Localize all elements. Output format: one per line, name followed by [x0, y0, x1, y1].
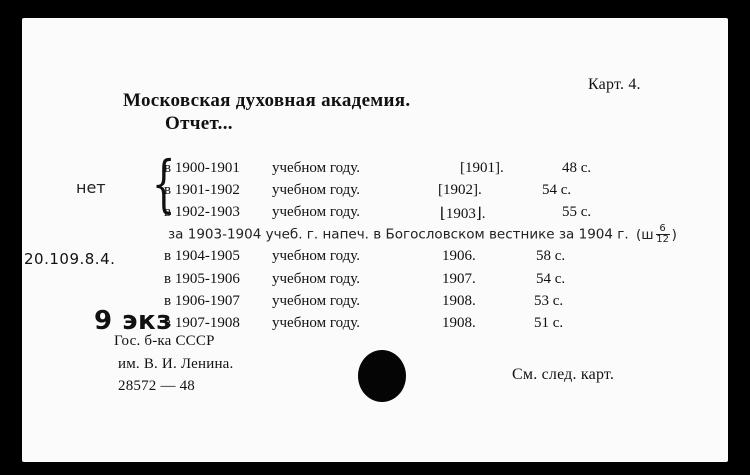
handwritten-fraction: (ш $\frac{6}{12}$ ) [635, 223, 677, 245]
entry-pages: 54 с. [536, 271, 566, 287]
entry-years: в 1901-1902 [164, 182, 240, 198]
entry-pub-year: 1908. [442, 293, 476, 309]
entry-pages: 58 с. [536, 248, 566, 264]
entry-years: в 1905-1906 [164, 271, 240, 287]
grouping-brace: { [151, 147, 176, 220]
entry-row [22, 248, 728, 270]
entry-row [22, 182, 728, 204]
handwritten-note-text: за 1903-1904 учеб. г. напеч. в Богословском вестнике за 1904 г. [168, 226, 629, 243]
entry-pub-year: ⌊1903⌋. [440, 206, 486, 222]
annotation-copies: 9 экз [94, 306, 172, 336]
entry-years: в 1907-1908 [164, 315, 240, 331]
entry-phrase: учебном году. [272, 160, 361, 176]
entry-years: в 1904-1905 [164, 248, 240, 264]
entry-phrase: учебном году. [272, 271, 361, 287]
entry-phrase: учебном году. [272, 293, 361, 309]
entry-phrase: учебном году. [272, 204, 361, 220]
entry-row [22, 160, 728, 182]
library-line-2: им. В. И. Ленина. [118, 356, 234, 372]
entry-phrase: учебном году. [272, 315, 361, 331]
entry-pages: 53 с. [534, 293, 564, 309]
entry-years: в 1902-1903 [164, 204, 240, 220]
entry-pub-year: [1901]. [460, 160, 504, 176]
entry-row [22, 204, 728, 226]
entry-pub-year: 1906. [442, 248, 476, 264]
entry-years: в 1906-1907 [164, 293, 240, 309]
continuation-note: См. след. карт. [512, 366, 615, 383]
catalog-card [22, 18, 728, 462]
entry-pages: 51 с. [534, 315, 564, 331]
entry-pub-year: 1907. [442, 271, 476, 287]
entry-years: в 1900-1901 [164, 160, 240, 176]
entry-pages: 48 с. [562, 160, 592, 176]
entry-pub-year: 1908. [442, 315, 476, 331]
report-title: Отчет... [165, 113, 233, 134]
entry-phrase: учебном году. [272, 248, 361, 264]
fraction-prefix: ш [641, 226, 654, 243]
fraction-denominator: 12 [656, 234, 669, 245]
library-line-3: 28572 — 48 [118, 378, 195, 394]
entry-pub-year: [1902]. [438, 182, 482, 198]
entry-pages: 54 с. [542, 182, 572, 198]
handwritten-note [168, 224, 677, 245]
punch-hole [358, 350, 406, 402]
library-line-1: Гос. б-ка СССР [114, 333, 215, 349]
entry-row [22, 271, 728, 293]
entry-phrase: учебном году. [272, 182, 361, 198]
card-number: Карт. 4. [588, 76, 641, 93]
annotation-net: нет [76, 178, 106, 197]
fraction-numerator: 6 [659, 223, 666, 234]
institution-name: Московская духовная академия. [123, 90, 411, 111]
annotation-shelfmark: 20.109.8.4. [24, 250, 116, 268]
entry-pages: 55 с. [562, 204, 592, 220]
